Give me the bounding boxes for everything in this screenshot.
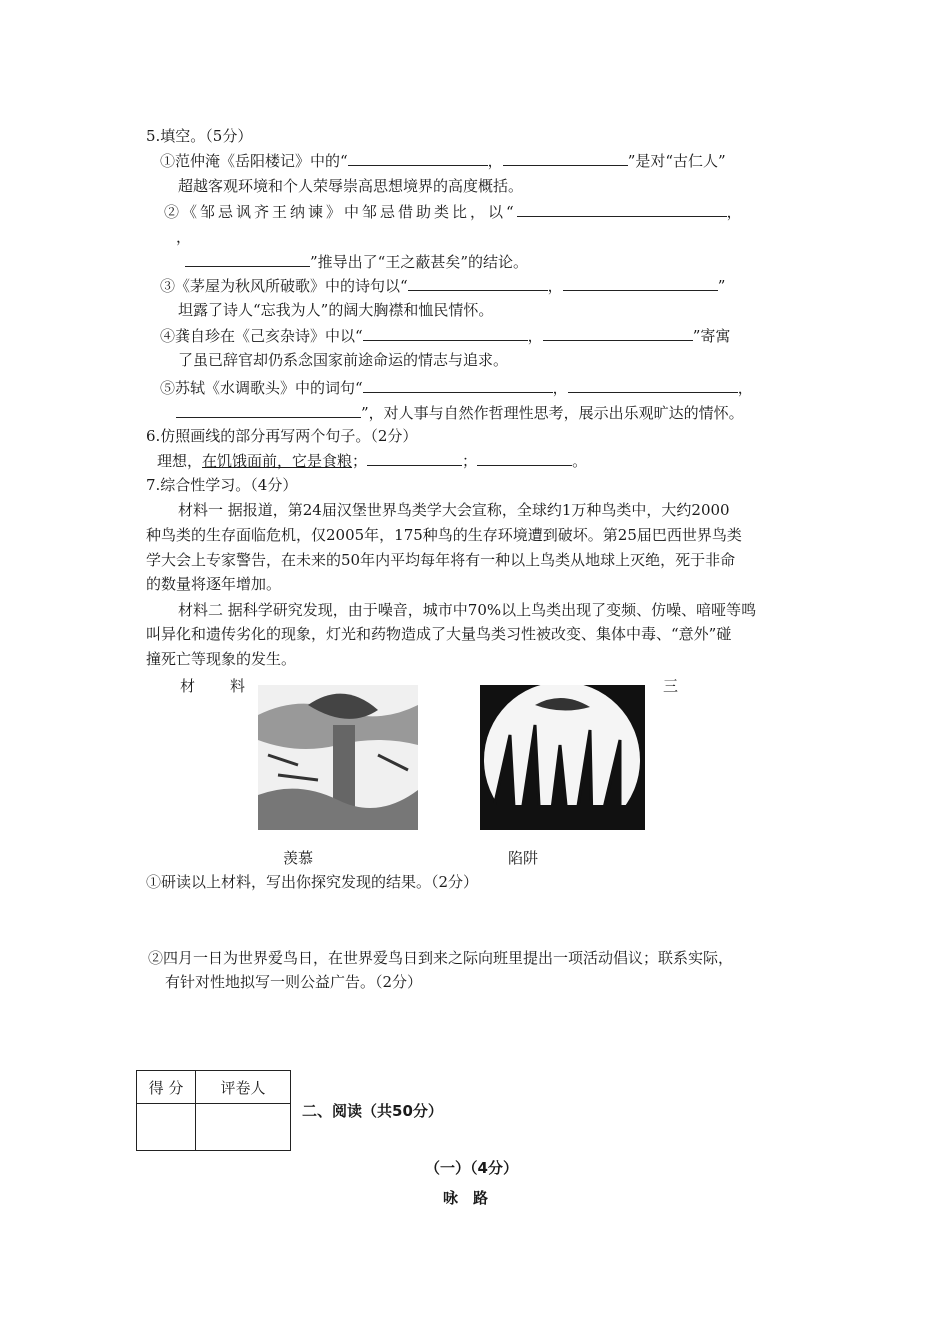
- answer-blank[interactable]: [363, 326, 528, 341]
- grader-header: 评卷人: [196, 1071, 291, 1104]
- q5-item5-line2: [176, 403, 744, 423]
- text: 。: [572, 452, 588, 470]
- text: ”: [717, 277, 726, 295]
- material2-line: 叫异化和遗传劣化的现象，灯光和药物造成了大量鸟类习性被改变、集体中毒、“意外”碰: [146, 625, 732, 643]
- score-cell[interactable]: [137, 1104, 196, 1151]
- material1-line: 种鸟类的生存面临危机，仅2005年，175种鸟的生存环境遭到破坏。第25届巴西世界鸟类: [146, 526, 742, 544]
- cartoon-trap-image: [480, 685, 645, 830]
- answer-blank[interactable]: [477, 451, 572, 466]
- text: ④龚自珍在《己亥杂诗》中以“: [160, 327, 363, 345]
- q7-title: 7.综合性学习。（4分）: [146, 476, 298, 494]
- material3-label-c: 三: [663, 677, 679, 695]
- section2-title: 二、阅读（共50分）: [302, 1102, 443, 1120]
- text: ”，对人事与自然作哲理性思考，展示出乐观旷达的情怀。: [361, 404, 744, 422]
- q5-item5: [160, 378, 753, 398]
- image2-caption: 陷阱: [508, 849, 539, 867]
- text: ”寄寓: [692, 327, 731, 345]
- text: ；: [462, 452, 478, 470]
- material2-line: 材料二 据科学研究发现，由于噪音，城市中70%以上鸟类出现了变频、仿噪、喑哑等鸣: [178, 601, 757, 619]
- answer-blank[interactable]: [367, 451, 462, 466]
- q6-line: [157, 451, 587, 471]
- text: ⑤苏轼《水调歌头》中的词句“: [160, 379, 363, 397]
- text: ，: [547, 277, 563, 295]
- q5-item2-comma: ，: [176, 228, 192, 246]
- q5-item2-line3: [185, 252, 528, 272]
- q5-item1: [160, 151, 726, 171]
- q5-item4: [160, 326, 730, 346]
- q7-sub1: ①研读以上材料，写出你探究发现的结果。（2分）: [146, 873, 479, 891]
- cartoon-envy-image: [258, 685, 418, 830]
- material3-label-a: 材: [180, 677, 196, 695]
- material1-line: 学大会上专家警告，在未来的50年内平均每年将有一种以上鸟类从地球上灭绝，死于非命: [146, 551, 736, 569]
- answer-blank[interactable]: [185, 252, 310, 267]
- text: ；: [352, 452, 368, 470]
- answer-blank[interactable]: [563, 276, 718, 291]
- material2-line: 撞死亡等现象的发生。: [146, 650, 297, 668]
- score-header: 得 分: [137, 1071, 196, 1104]
- text: ③《茅屋为秋风所破歌》中的诗句以“: [160, 277, 408, 295]
- q6-title: 6.仿照画线的部分再写两个句子。（2分）: [146, 427, 418, 445]
- poem-title: 咏 路: [443, 1189, 489, 1207]
- q7-sub2-line1: ②四月一日为世界爱鸟日，在世界爱鸟日到来之际向班里提出一项活动倡议；联系实际，: [148, 949, 734, 967]
- q5-item1-line2: 超越客观环境和个人荣辱崇高思想境界的高度概括。: [178, 177, 524, 195]
- text: ，: [552, 379, 568, 397]
- q5-item3: [160, 276, 725, 296]
- answer-blank[interactable]: [363, 378, 553, 393]
- q7-sub2-line2: 有针对性地拟写一则公益广告。（2分）: [165, 973, 423, 991]
- answer-blank[interactable]: [503, 151, 628, 166]
- text: ①范仲淹《岳阳楼记》中的“: [160, 152, 348, 170]
- underlined-example: 在饥饿面前，它是食粮: [202, 452, 353, 470]
- q5-item4-line2: 了虽已辞官却仍系念国家前途命运的情志与追求。: [178, 351, 509, 369]
- q5-title: 5.填空。（5分）: [146, 127, 253, 145]
- answer-blank[interactable]: [408, 276, 548, 291]
- material1-line: 材料一 据报道，第24届汉堡世界鸟类学大会宣称，全球约1万种鸟类中，大约2000: [178, 501, 730, 519]
- text: ，: [726, 203, 745, 221]
- answer-blank[interactable]: [517, 202, 727, 217]
- text: ，: [527, 327, 543, 345]
- q5-item2: [164, 202, 745, 222]
- answer-blank[interactable]: [543, 326, 693, 341]
- material1-line: 的数量将逐年增加。: [146, 575, 282, 593]
- part1-title: （一）（4分）: [425, 1159, 518, 1177]
- text: ，: [737, 379, 753, 397]
- text: ②《邹忌讽齐王纳谏》中邹忌借助类比，以“: [164, 203, 517, 221]
- answer-blank[interactable]: [176, 403, 361, 418]
- answer-blank[interactable]: [348, 151, 488, 166]
- text: ，: [487, 152, 503, 170]
- image1-caption: 羡慕: [283, 849, 314, 867]
- answer-blank[interactable]: [568, 378, 738, 393]
- score-table: [136, 1070, 291, 1151]
- text: 理想，: [157, 452, 203, 470]
- text: ”是对“古仁人”: [627, 152, 726, 170]
- q5-item3-line2: 坦露了诗人“忘我为人”的阔大胸襟和恤民情怀。: [178, 301, 494, 319]
- material3-label-b: 料: [230, 677, 246, 695]
- grader-cell[interactable]: [196, 1104, 291, 1151]
- text: ”推导出了“王之蔽甚矣”的结论。: [310, 253, 529, 271]
